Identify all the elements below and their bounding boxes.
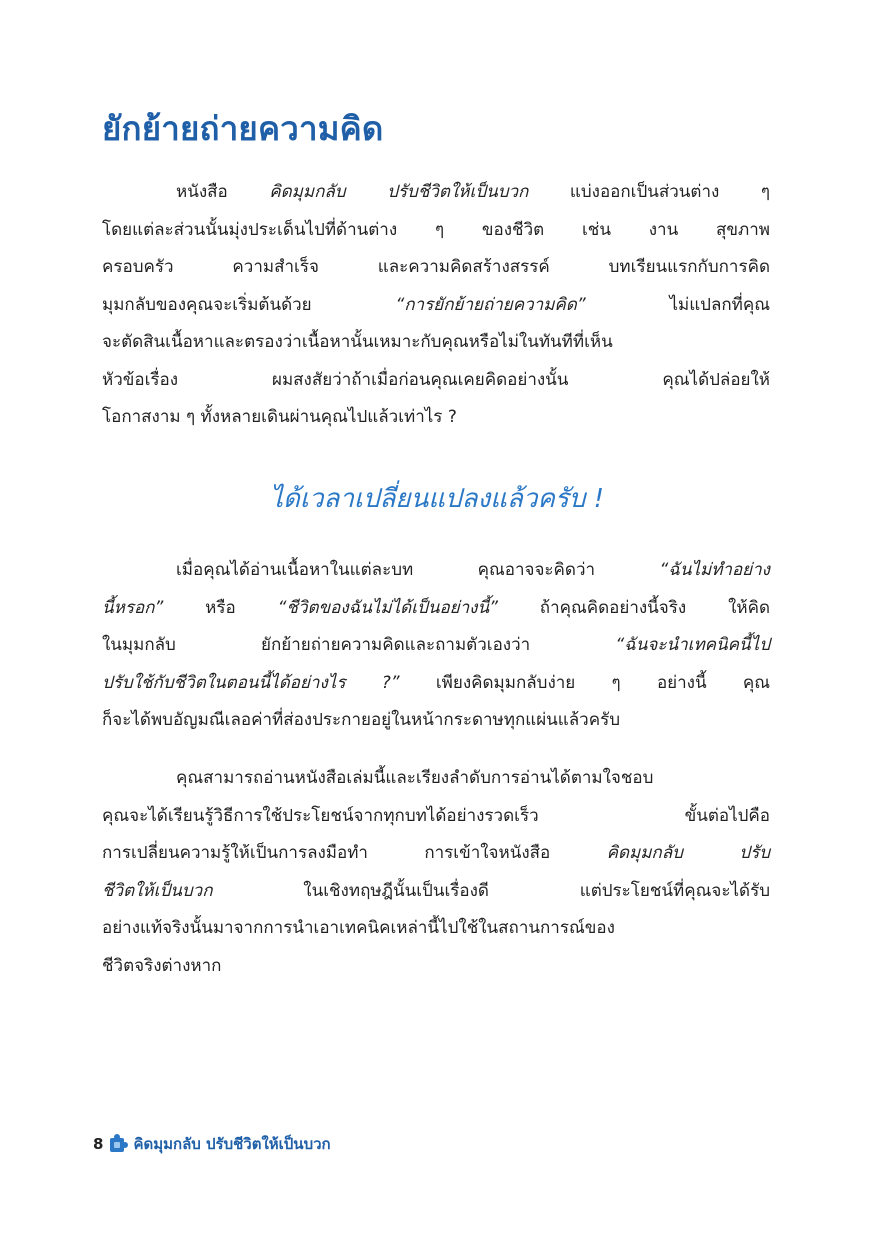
- italic-text: คิดมุมกลับ ปรับ: [606, 843, 770, 863]
- text-run: โอกาสงาม ๆ ทั้งหลายเดินผ่านคุณไปแล้วเท่าไร ?: [102, 407, 457, 427]
- text-line: [102, 760, 770, 798]
- text-run: เมื่อคุณได้อ่านเนื้อหาในแต่ละบท คุณอาจจะคิดว่า: [176, 560, 660, 580]
- text-run: จะตัดสินเนื้อหาและตรองว่าเนื้อหานั้นเหมาะกับคุณหรือไม่ในทันทีที่เห็น: [102, 332, 613, 352]
- text-run: หัวข้อเรื่อง ผมสงสัยว่าถ้าเมื่อก่อนคุณเคยคิดอย่างนั้น คุณได้ปล่อยให้: [102, 369, 770, 390]
- text-run: แบ่งออกเป็นส่วนต่าง ๆ: [528, 182, 770, 202]
- italic-text: ชีวิตให้เป็นบวก: [102, 880, 213, 901]
- text-run: การเปลี่ยนความรู้ให้เป็นการลงมือทำ การเข้าใจหนังสือ: [102, 843, 607, 863]
- italic-text: คิดมุมกลับ ปรับชีวิตให้เป็นบวก: [269, 182, 529, 202]
- text-line: [102, 702, 770, 740]
- book-title: คิดมุมกลับ ปรับชีวิตให้เป็นบวก: [133, 1135, 331, 1153]
- text-run: ไม่แปลกที่คุณ: [585, 294, 771, 315]
- text-line: [102, 948, 770, 986]
- text-line: [102, 590, 770, 628]
- text-line: [102, 552, 770, 590]
- text-line: [102, 873, 770, 911]
- text-line: [102, 287, 770, 325]
- italic-text: “ฉันจะนำเทคนิคนี้ไป: [615, 635, 770, 655]
- text-run: ถ้าคุณคิดอย่างนี้จริง ให้คิด: [497, 597, 771, 618]
- text-line: [102, 910, 770, 948]
- text-line: [102, 324, 770, 362]
- text-run: ชีวิตจริงต่างหาก: [102, 955, 222, 976]
- text-run: อย่างแท้จริงนั้นมาจากการนำเอาเทคนิคเหล่านี้ไปใช้ในสถานการณ์ของ: [102, 918, 615, 938]
- text-line: [102, 835, 770, 873]
- italic-text: “การยักย้ายถ่ายความคิด”: [395, 294, 586, 315]
- text-run: หรือ: [163, 597, 278, 618]
- text-line: [102, 798, 770, 836]
- text-run: เพียงคิดมุมกลับง่าย ๆ อย่างนี้ คุณ: [399, 672, 770, 693]
- text-line: [102, 249, 770, 287]
- text-run: ในเชิงทฤษฎีนั้นเป็นเรื่องดี แต่ประโยชน์ที่คุณจะได้รับ: [212, 880, 770, 901]
- text-run: ครอบครัว ความสำเร็จ และความคิดสร้างสรรค์ บทเรียนแรกกับการคิด: [102, 257, 770, 277]
- text-run: หนังสือ: [176, 182, 270, 202]
- subheading: ได้เวลาเปลี่ยนแปลงแล้วครับ !: [269, 484, 605, 514]
- text-run: ก็จะได้พบอัญมณีเลอค่าที่ส่องประกายอยู่ในหน้ากระดาษทุกแผ่นแล้วครับ: [102, 710, 621, 730]
- section-heading: ยักย้ายถ่ายความคิด: [102, 109, 384, 148]
- text-line: [102, 665, 770, 703]
- text-run: ในมุมกลับ ยักย้ายถ่ายความคิดและถามตัวเองว่า: [102, 635, 616, 655]
- italic-text: ปรับใช้กับชีวิตในตอนนี้ได้อย่างไร ?”: [102, 672, 400, 693]
- page-number: 8: [93, 1135, 104, 1153]
- paragraph-2: [102, 552, 770, 740]
- text-line: [102, 399, 770, 437]
- italic-text: “ฉันไม่ทำอย่าง: [659, 560, 770, 580]
- puzzle-piece-icon: [107, 1133, 129, 1155]
- text-line: [102, 627, 770, 665]
- text-line: [102, 362, 770, 400]
- text-line: [102, 174, 770, 212]
- text-run: คุณสามารถอ่านหนังสือเล่มนี้และเรียงลำดับการอ่านได้ตามใจชอบ: [176, 768, 654, 788]
- page-footer: [93, 1132, 331, 1156]
- italic-text: “ชีวิตของฉันไม่ได้เป็นอย่างนี้”: [277, 597, 498, 618]
- paragraph-3: [102, 760, 770, 985]
- text-line: [102, 212, 770, 250]
- text-run: โดยแต่ละส่วนนั้นมุ่งประเด็นไปที่ด้านต่าง ๆ ของชีวิต เช่น งาน สุขภาพ: [102, 219, 770, 240]
- italic-text: นี้หรอก”: [102, 597, 164, 618]
- text-run: มุมกลับของคุณจะเริ่มต้นด้วย: [102, 294, 396, 315]
- text-run: คุณจะได้เรียนรู้วิธีการใช้ประโยชน์จากทุกบทได้อย่างรวดเร็ว ขั้นต่อไปคือ: [102, 805, 770, 826]
- paragraph-1: [102, 174, 770, 437]
